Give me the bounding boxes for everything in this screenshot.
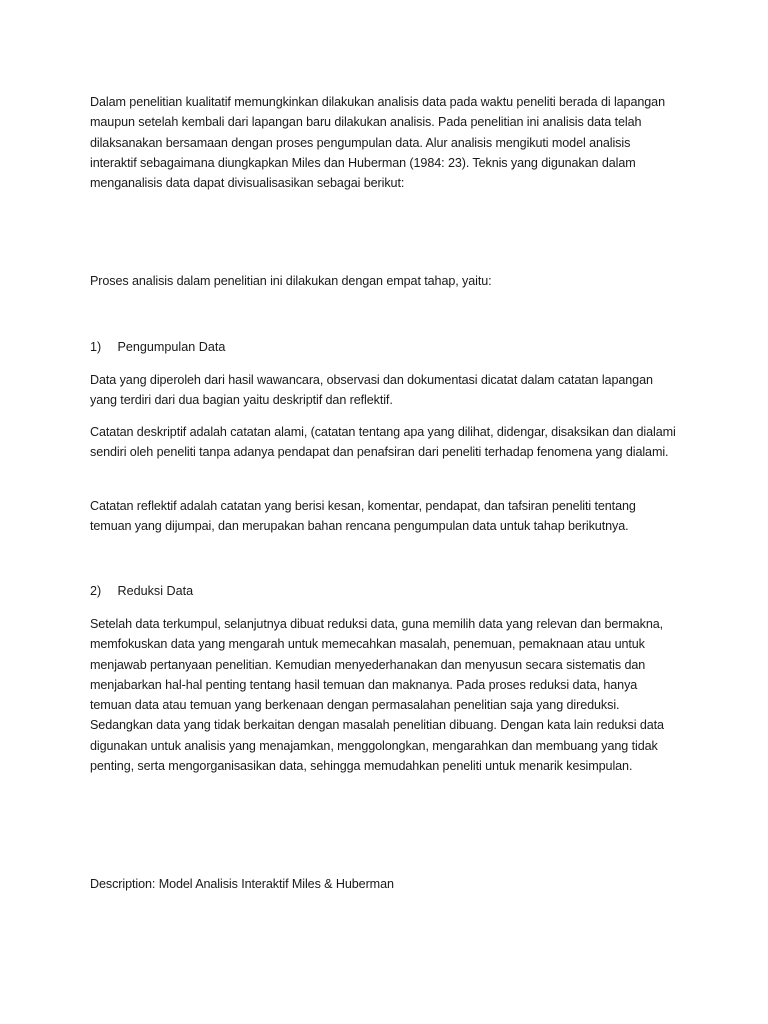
section-2-heading: [90, 581, 193, 601]
section-2-title: Reduksi Data: [117, 584, 194, 598]
section-1-number: 1): [90, 340, 102, 354]
process-intro-paragraph: Proses analisis dalam penelitian ini dilakukan dengan empat tahap, yaitu:: [90, 274, 492, 288]
section-2-paragraph-1: Setelah data terkumpul, selanjutnya dibuat reduksi data, guna memilih data yang relevan dan bermakna, memfokuskan data yang mengarah untuk memecahkan masalah, penemuan, pemaknaan atau untuk menjawab pertanyaan penelitian. Kemudian menyederhanakan dan menyusun secara sistematis dan menjabarkan hal-hal penting tentang hasil temuan dan maknanya. Pada proses reduksi data, hanya temuan data atau temuan yang berkenaan dengan permasalahan penelitian saja yang direduksi. Sedangkan data yang tidak berkaitan dengan masalah penelitian dibuang. Dengan kata lain reduksi data digunakan untuk analisis yang menajamkan, menggolongkan, mengarahkan dan membuang yang tidak penting, serta mengorganisasikan data, sehingga memudahkan peneliti untuk menarik kesimpulan.: [90, 617, 664, 774]
section-1-paragraph-1: Data yang diperoleh dari hasil wawancara, observasi dan dokumentasi dicatat dalam catatan lapangan yang terdiri dari dua bagian yaitu deskriptif dan reflektif.: [90, 373, 653, 408]
intro-paragraph: Dalam penelitian kualitatif memungkinkan dilakukan analisis data pada waktu peneliti berada di lapangan maupun setelah kembali dari lapangan baru dilakukan analisis. Pada penelitian ini analisis data telah dilaksanakan bersamaan dengan proses pengumpulan data. Alur analisis mengikuti model analisis interaktif sebagaimana diungkapkan Miles dan Huberman (1984: 23). Teknis yang digunakan dalam menganalisis data dapat divisualisasikan sebagai berikut:: [90, 95, 665, 191]
section-1-paragraph-3: Catatan reflektif adalah catatan yang berisi kesan, komentar, pendapat, dan tafsiran peneliti tentang temuan yang dijumpai, dan merupakan bahan rencana pengumpulan data untuk tahap berikutnya.: [90, 499, 636, 534]
section-2-number: 2): [90, 584, 102, 598]
section-1-title: Pengumpulan Data: [117, 340, 226, 354]
section-1-heading: [90, 337, 225, 357]
section-1-paragraph-2: Catatan deskriptif adalah catatan alami, (catatan tentang apa yang dilihat, didengar, disaksikan dan dialami sendiri oleh peneliti tanpa adanya pendapat dan penafsiran dari peneliti terhadap fenomena yang dialami.: [90, 425, 676, 460]
description-caption: Description: Model Analisis Interaktif Miles & Huberman: [90, 877, 394, 891]
